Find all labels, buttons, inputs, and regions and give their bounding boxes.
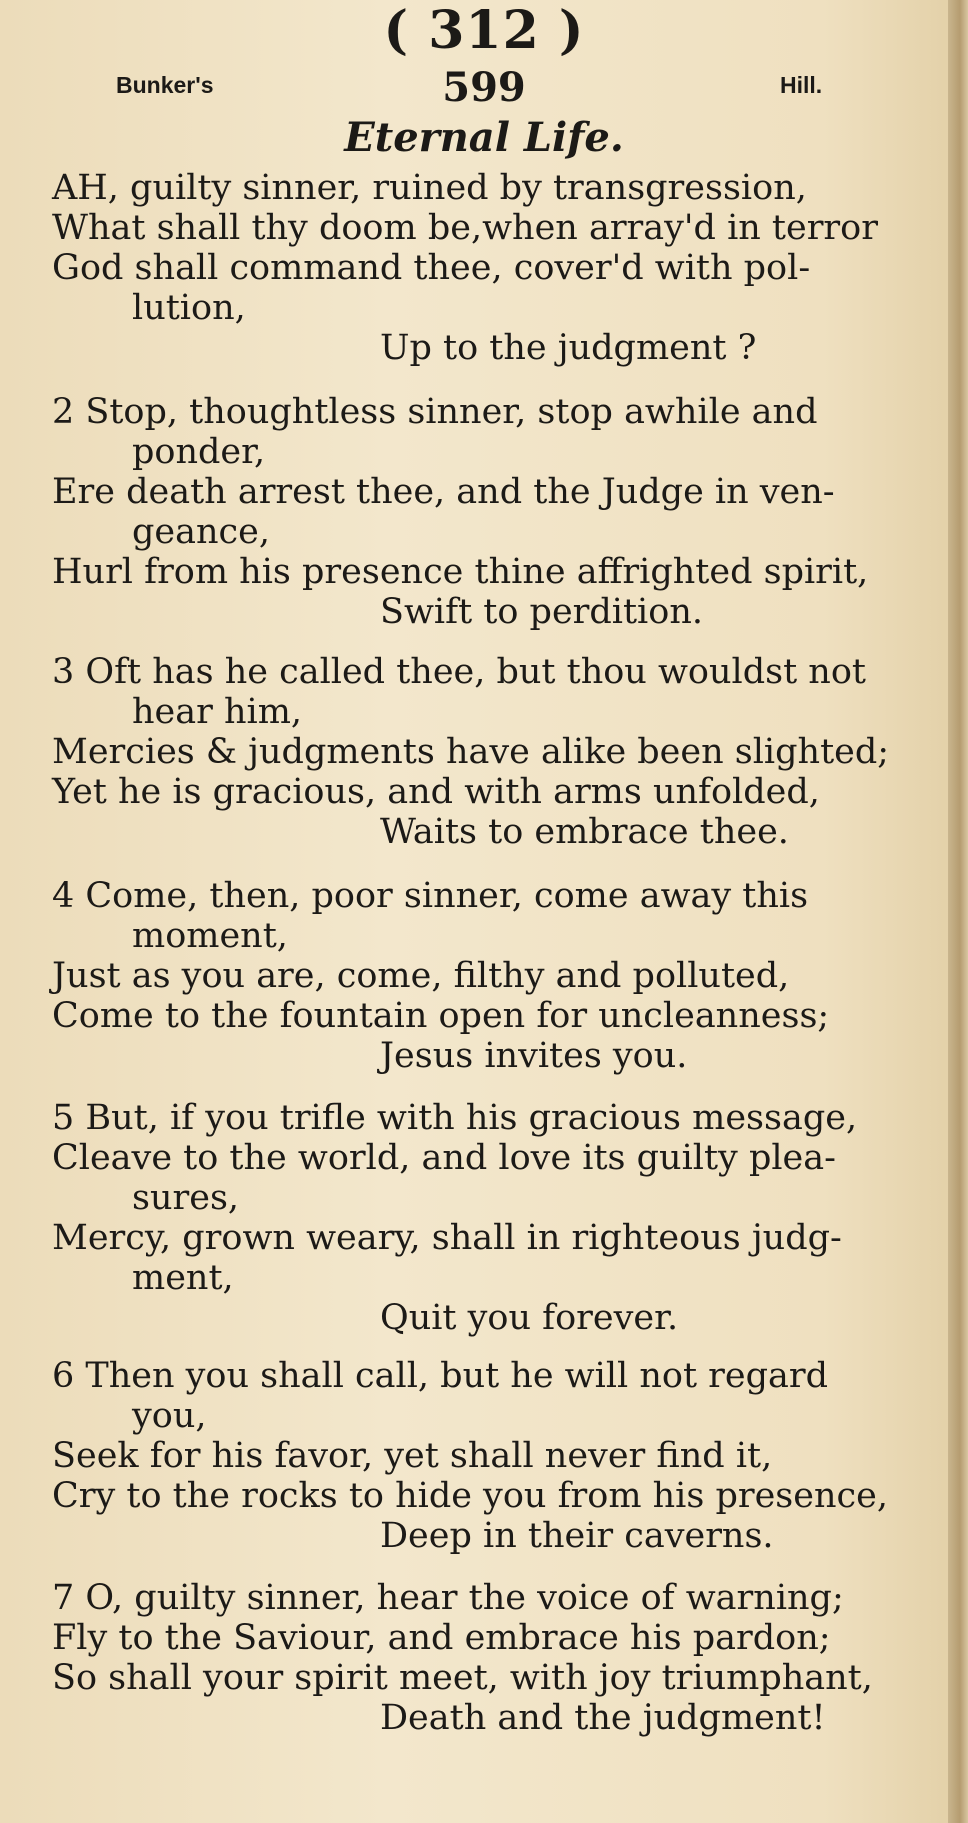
stanza-line: 4 Come, then, poor sinner, come away this [52,876,809,916]
stanza-line: Ere death arrest thee, and the Judge in ven- [52,472,835,512]
stanza-refrain: Waits to embrace thee. [380,812,789,852]
stanza-line: 3 Oft has he called thee, but thou wouldst not [52,652,866,692]
stanza-line: Come to the fountain open for uncleanness; [52,996,830,1036]
stanza-line: Fly to the Saviour, and embrace his pardon; [52,1618,831,1658]
page-number: ( 312 ) [383,0,585,61]
stanza-line: So shall your spirit meet, with joy triumphant, [52,1658,873,1698]
stanza-refrain: Up to the judgment ? [380,328,757,368]
stanza-line: ponder, [132,432,266,472]
stanza-refrain: Quit you forever. [380,1298,679,1338]
stanza-line: What shall thy doom be,when array'd in terror [52,208,878,248]
stanza-refrain: Swift to perdition. [380,592,703,632]
stanza-line: 2 Stop, thoughtless sinner, stop awhile and [52,392,818,432]
tune-name-right: Hill. [780,72,823,98]
stanza-line: sures, [132,1178,240,1218]
stanza-line: hear him, [132,692,303,732]
stanza-line: AH, guilty sinner, ruined by transgression, [52,168,807,208]
stanza-refrain: Jesus invites you. [380,1036,688,1076]
stanza-line: ment, [132,1258,234,1298]
stanza-line: 7 O, guilty sinner, hear the voice of warning; [52,1578,844,1618]
hymn-title: Eternal Life. [344,114,624,161]
page-edge [948,0,968,1823]
stanza-line: lution, [132,288,246,328]
stanza-line: Yet he is gracious, and with arms unfolded, [52,772,820,812]
stanza-refrain: Deep in their caverns. [380,1516,774,1556]
stanza-line: geance, [132,512,270,552]
stanza-line: Mercy, grown weary, shall in righteous judg- [52,1218,842,1258]
stanza-refrain: Death and the judgment! [380,1698,826,1738]
stanza-6 [52,1356,942,1556]
stanza-line: 6 Then you shall call, but he will not regard [52,1356,828,1396]
hymn-number: 599 [442,64,526,111]
stanza-line: Just as you are, come, filthy and polluted, [52,956,790,996]
stanza-line: Cry to the rocks to hide you from his presence, [52,1476,888,1516]
stanza-1 [52,168,942,368]
stanza-5 [52,1098,942,1338]
stanza-7 [52,1578,942,1738]
stanza-line: Cleave to the world, and love its guilty plea- [52,1138,836,1178]
tune-name-left: Bunker's [116,72,214,98]
stanza-line: Hurl from his presence thine affrighted spirit, [52,552,869,592]
stanza-line: you, [132,1396,207,1436]
stanza-line: Mercies & judgments have alike been slighted; [52,732,890,772]
stanza-line: 5 But, if you trifle with his gracious message, [52,1098,858,1138]
stanza-line: Seek for his favor, yet shall never find it, [52,1436,773,1476]
stanza-4 [52,876,942,1076]
stanza-line: God shall command thee, cover'd with pol- [52,248,811,288]
stanza-line: moment, [132,916,288,956]
stanza-3 [52,652,942,852]
stanza-2 [52,392,942,632]
